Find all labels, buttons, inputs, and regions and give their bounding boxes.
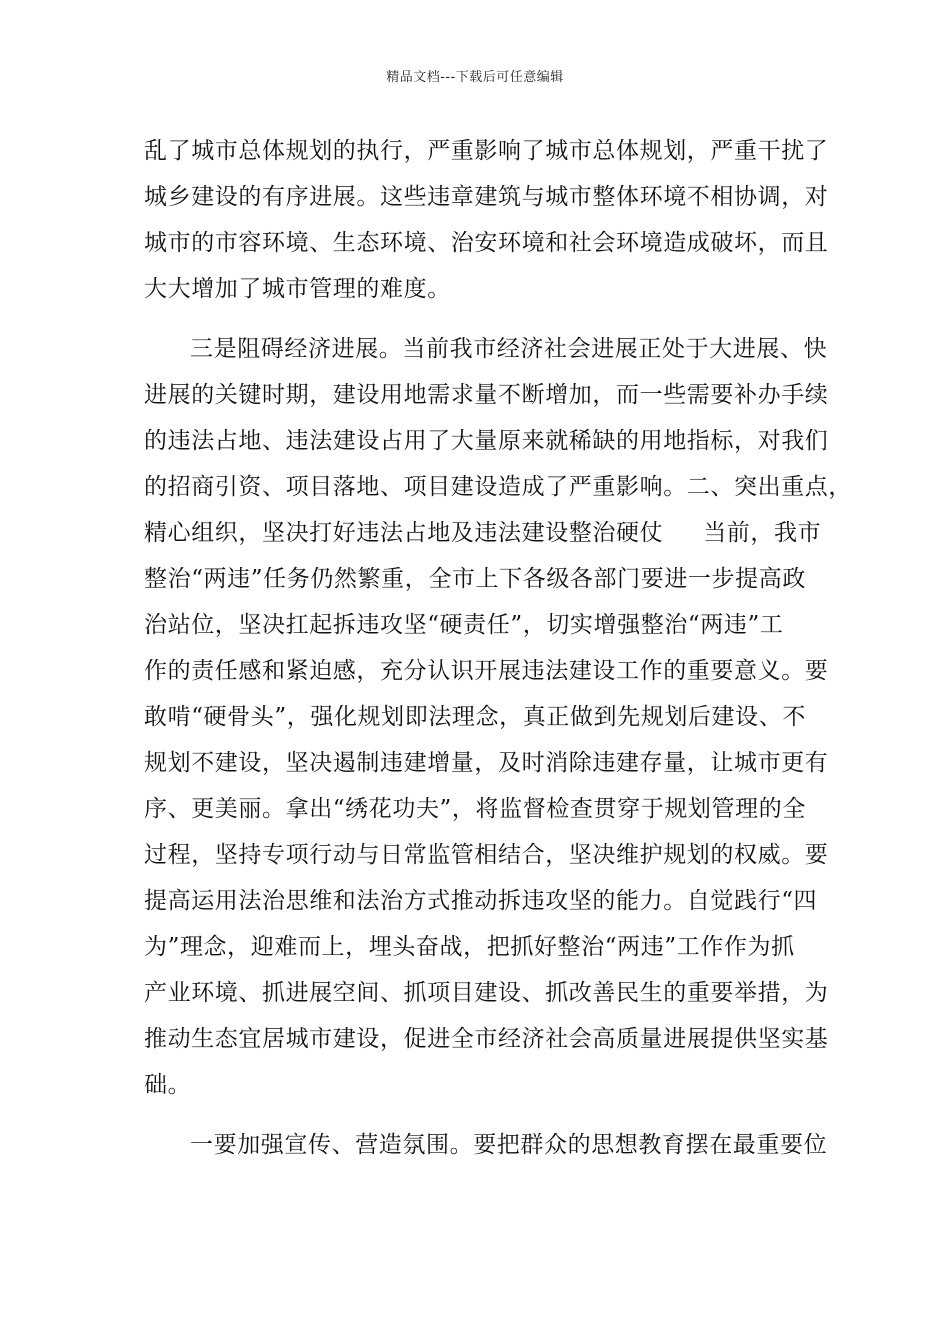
text-line: 大大增加了城市管理的难度。 — [144, 276, 451, 302]
text-line: 的招商引资、项目落地、项目建设造成了严重影响。二、突出重点， — [144, 474, 852, 500]
text-segment: 精心组织，坚决打好违法占地及违法建设整治硬仗 — [144, 520, 664, 546]
text-segment: 当前，我市 — [703, 520, 822, 546]
text-line: 为”理念，迎难而上，埋头奋战，把抓好整治“两违”工作作为抓 — [144, 934, 795, 960]
text-line: 整治“两违”任务仍然繁重，全市上下各级各部门要进一步提高政 — [144, 566, 806, 592]
text-line: 规划不建设，坚决遏制违建增量，及时消除违建存量，让城市更有 — [144, 750, 829, 776]
text-line-compound — [144, 510, 822, 556]
text-line: 进展的关键时期，建设用地需求量不断增加，而一些需要补办手续 — [144, 382, 829, 408]
paragraph-gap — [144, 312, 816, 326]
text-line: 乱了城市总体规划的执行，严重影响了城市总体规划，严重干扰了 — [144, 138, 829, 164]
text-line: 的违法占地、违法建设占用了大量原来就稀缺的用地指标，对我们 — [144, 428, 829, 454]
text-line: 治站位，坚决扛起拆违攻坚“硬责任”，切实增强整治“两违”工 — [144, 612, 784, 638]
document-body — [144, 128, 852, 1168]
text-line: 作的责任感和紧迫感，充分认识开展违法建设工作的重要意义。要 — [144, 658, 829, 684]
text-line: 序、更美丽。拿出“绣花功夫”，将监督检查贯穿于规划管理的全 — [144, 796, 806, 822]
text-line: 一要加强宣传、营造氛围。要把群众的思想教育摆在最重要位 — [190, 1132, 828, 1158]
text-line: 三是阻碍经济进展。当前我市经济社会进展正处于大进展、快 — [190, 336, 828, 362]
text-line: 产业环境、抓进展空间、抓项目建设、抓改善民生的重要举措，为 — [144, 980, 829, 1006]
text-line: 过程，坚持专项行动与日常监管相结合，坚决维护规划的权威。要 — [144, 842, 829, 868]
text-line: 敢啃“硬骨头”，强化规划即法理念，真正做到先规划后建设、不 — [144, 704, 806, 730]
page-header: 精品文档---下载后可任意编辑 — [386, 70, 564, 85]
text-line: 城乡建设的有序进展。这些违章建筑与城市整体环境不相协调，对 — [144, 184, 829, 210]
text-line: 础。 — [144, 1072, 192, 1098]
text-line: 城市的市容环境、生态环境、治安环境和社会环境造成破坏，而且 — [144, 230, 829, 256]
paragraph-gap — [144, 1108, 816, 1122]
text-line: 提高运用法治思维和法治方式推动拆违攻坚的能力。自觉践行“四 — [144, 888, 818, 914]
text-line: 推动生态宜居城市建设，促进全市经济社会高质量进展提供坚实基 — [144, 1026, 829, 1052]
